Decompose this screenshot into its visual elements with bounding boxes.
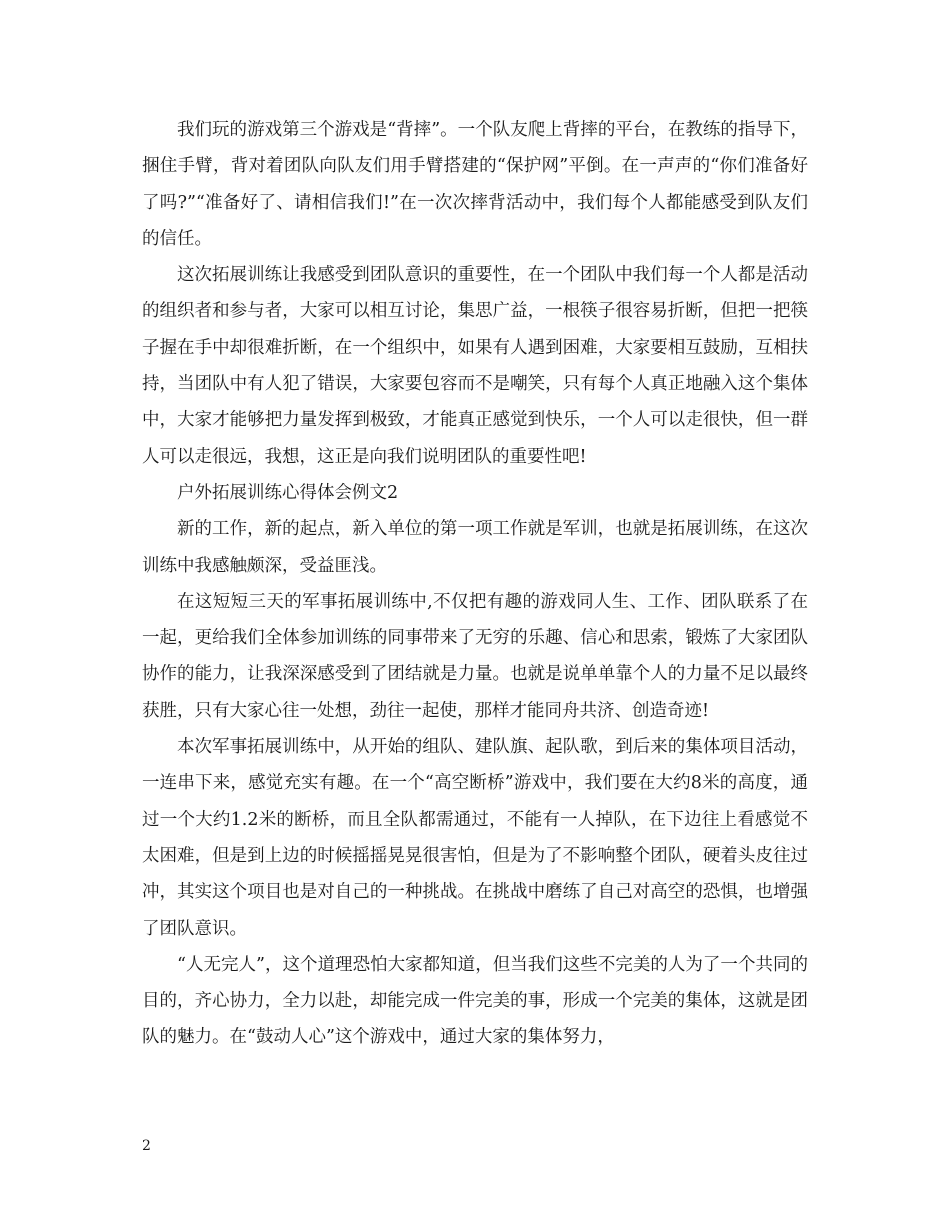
paragraph-nobody-perfect: “人无完人”，这个道理恐怕大家都知道，但当我们这些不完美的人为了一个共同的目的，齐心协力，全力以赴，却能完成一件完美的事，形成一个完美的集体，这就是团队的魅力。在“鼓动人心”这个游戏中，通过大家的集体努力， — [142, 954, 808, 1048]
paragraph-team-awareness: 这次拓展训练让我感受到团队意识的重要性，在一个团队中我们每一个人都是活动的组织者和参与者，大家可以相互讨论，集思广益，一根筷子很容易折断，但把一把筷子握在手中却很难折断，在一个组织中，如果有人遇到困难，大家要相互鼓励，互相扶持，当团队中有人犯了错误，大家要包容而不是嘲笑，只有每个人真正地融入这个集体中，大家才能够把力量发挥到极致，才能真正感觉到快乐，一个人可以走很快，但一群人可以走很远，我想，这正是向我们说明团队的重要性吧! — [142, 265, 808, 467]
paragraph-three-days-training: 在这短短三天的军事拓展训练中,不仅把有趣的游戏同人生、工作、团队联系了在一起，更给我们全体参加训练的同事带来了无穷的乐趣、信心和思索，锻炼了大家团队协作的能力，让我深深感受到了团结就是力量。也就是说单单靠个人的力量不足以最终获胜，只有大家心往一处想，劲往一起使，那样才能同舟共济、创造奇迹! — [142, 591, 808, 721]
paragraph-back-fall-game: 我们玩的游戏第三个游戏是“背摔”。一个队友爬上背摔的平台，在教练的指导下，捆住手臂，背对着团队向队友们用手臂搭建的“保护网”平倒。在一声声的“你们准备好了吗?”“准备好了、请相信我们!”在一次次摔背活动中，我们每个人都能感受到队友们的信任。 — [142, 120, 808, 249]
paragraph-new-job: 新的工作，新的起点，新入单位的第一项工作就是军训，也就是拓展训练，在这次训练中我感触颇深，受益匪浅。 — [142, 519, 808, 576]
paragraph-high-bridge-game: 本次军事拓展训练中，从开始的组队、建队旗、起队歌，到后来的集体项目活动，一连串下来，感觉充实有趣。在一个“高空断桥”游戏中，我们要在大约8米的高度，通过一个大约1.2米的断桥，而且全队都需通过，不能有一人掉队，在下边往上看感觉不太困难，但是到上边的时候摇摇晃晃很害怕，但是为了不影响整个团队，硬着头皮往过冲，其实这个项目也是对自己的一种挑战。在挑战中磨练了自己对高空的恐惧，也增强了团队意识。 — [142, 737, 808, 939]
page-number: 2 — [142, 1138, 151, 1154]
document-body — [142, 112, 808, 1056]
section-heading-example-2: 户外拓展训练心得体会例文2 — [177, 482, 399, 503]
